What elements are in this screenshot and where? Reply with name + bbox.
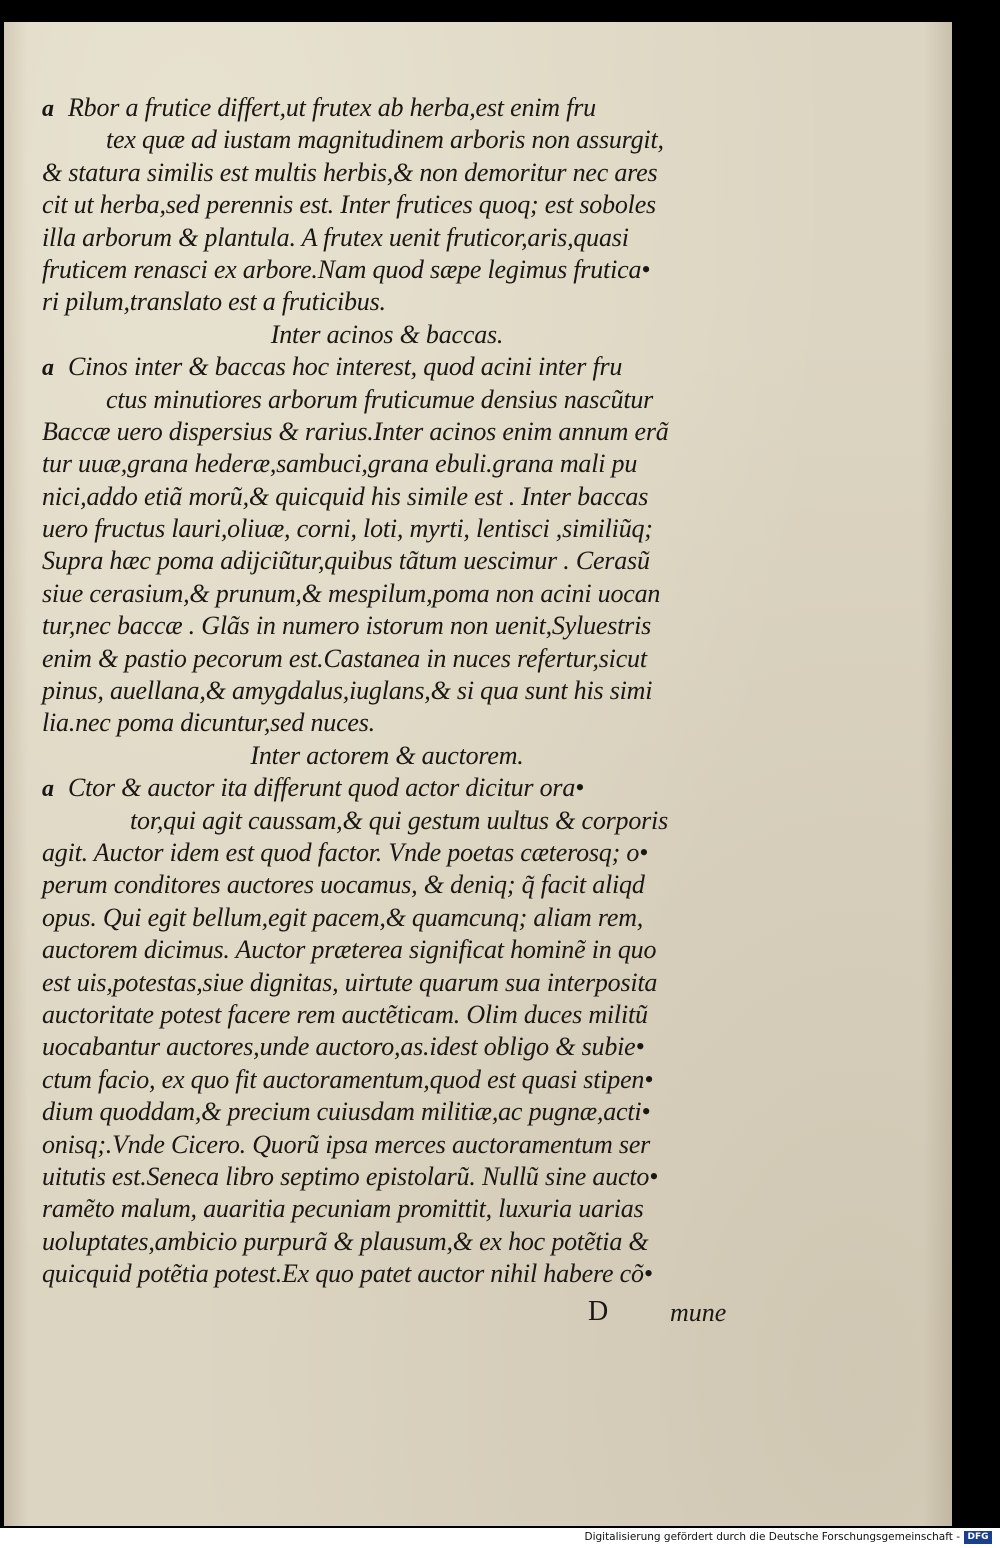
initial-guide-letter: a <box>42 355 54 382</box>
line-text: uitutis est.Seneca libro septimo epistolarũ. Nullũ sine aucto• <box>42 1161 659 1191</box>
page-footer <box>584 1296 744 1330</box>
text-line <box>42 513 732 545</box>
line-text: Inter acinos & baccas. <box>270 319 504 349</box>
dfg-logo-icon: DFG <box>964 1531 992 1544</box>
line-text: Baccæ uero dispersius & rarius.Inter acinos enim annum erã <box>42 416 669 446</box>
line-text: fruticem renasci ex arbore.Nam quod sæpe legimus frutica• <box>42 254 651 284</box>
text-line <box>42 416 732 448</box>
line-text: auctorem dicimus. Auctor præterea significat hominẽ in quo <box>42 935 657 965</box>
line-text: uero fructus lauri,oliuæ, corni, loti, myrti, lentisci ,similiũq; <box>42 514 653 544</box>
page-text <box>42 92 732 1290</box>
line-text: siue cerasium,& prunum,& mespilum,poma non acini uocan <box>42 578 661 608</box>
text-line <box>42 481 732 513</box>
text-line <box>42 1031 732 1063</box>
line-text: ramẽto malum, auaritia pecuniam promittit, luxuria uarias <box>42 1194 644 1224</box>
text-line <box>42 189 732 221</box>
line-text: Ctor & auctor ita differunt quod actor dicitur ora• <box>68 773 585 803</box>
text-line <box>42 448 732 480</box>
line-text: opus. Qui egit bellum,egit pacem,& quamcunq; aliam rem, <box>42 902 644 932</box>
text-line <box>42 869 732 901</box>
text-line <box>42 643 732 675</box>
text-line <box>42 1258 732 1290</box>
line-text: ri pilum,translato est a fruticibus. <box>42 287 386 317</box>
line-text: uocabantur auctores,unde auctoro,as.idest obligo & subie• <box>42 1032 645 1062</box>
text-line <box>42 124 732 156</box>
text-line <box>42 934 732 966</box>
text-line <box>42 610 732 642</box>
text-line <box>42 351 732 383</box>
text-line <box>42 1161 732 1193</box>
line-text: illa arborum & plantula. A frutex uenit fruticor,aris,quasi <box>42 222 629 252</box>
text-line <box>42 967 732 999</box>
text-line <box>42 286 732 318</box>
text-line <box>42 837 732 869</box>
text-line <box>42 772 732 804</box>
catchword: mune <box>670 1298 727 1327</box>
line-text: Inter actorem & auctorem. <box>250 740 524 770</box>
section-heading <box>42 740 732 772</box>
text-line <box>42 1064 732 1096</box>
text-line <box>42 578 732 610</box>
line-text: est uis,potestas,siue dignitas, uirtute quarum sua interposita <box>42 967 658 997</box>
text-line <box>42 1096 732 1128</box>
line-text: auctoritate potest facere rem auctẽticam. Olim duces militũ <box>42 999 648 1029</box>
text-line <box>42 902 732 934</box>
text-line <box>42 999 732 1031</box>
line-text: onisq;.Vnde Cicero. Quorũ ipsa merces auctoramentum ser <box>42 1129 651 1159</box>
line-text: dium quoddam,& precium cuiusdam militiæ,ac pugnæ,acti• <box>42 1097 651 1127</box>
line-text: ctum facio, ex quo fit auctoramentum,quod est quasi stipen• <box>42 1064 654 1094</box>
book-page <box>4 22 952 1526</box>
line-text: Supra hæc poma adijciũtur,quibus tãtum uescimur . Cerasũ <box>42 546 650 576</box>
text-line <box>42 707 732 739</box>
line-text: cit ut herba,sed perennis est. Inter frutices quoq; est soboles <box>42 190 656 220</box>
line-text: ctus minutiores arborum fruticumue densius nascũtur <box>106 384 654 414</box>
line-text: perum conditores auctores uocamus, & deniq; q̃ facit aliqd <box>42 870 645 900</box>
text-line <box>42 675 732 707</box>
text-line <box>42 545 732 577</box>
credit-bar <box>0 1528 1000 1548</box>
line-text: tur uuæ,grana hederæ,sambuci,grana ebuli.grana mali pu <box>42 449 638 479</box>
dfg-credit-text: Digitalisierung gefördert durch die Deutsche Forschungsgemeinschaft - <box>584 1531 960 1543</box>
line-text: lia.nec poma dicuntur,sed nuces. <box>42 708 375 738</box>
initial-guide-letter: a <box>42 776 54 803</box>
text-line <box>42 1193 732 1225</box>
line-text: agit. Auctor idem est quod factor. Vnde poetas cæterosq; o• <box>42 837 649 867</box>
text-line <box>42 254 732 286</box>
text-line <box>42 157 732 189</box>
line-text: & statura similis est multis herbis,& non demoritur nec ares <box>42 157 658 187</box>
text-line <box>42 92 732 124</box>
line-text: enim & pastio pecorum est.Castanea in nuces refertur,sicut <box>42 643 647 673</box>
initial-guide-letter: a <box>42 96 54 122</box>
signature-mark: D <box>588 1296 609 1327</box>
line-text: uoluptates,ambicio purpurã & plausum,& ex hoc potẽtia & <box>42 1226 649 1256</box>
text-line <box>42 1226 732 1258</box>
text-line <box>42 384 732 416</box>
line-text: tur,nec baccæ . Glãs in numero istorum non uenit,Syluestris <box>42 611 652 641</box>
line-text: Cinos inter & baccas hoc interest, quod acini inter fru <box>68 352 623 382</box>
text-line <box>42 1129 732 1161</box>
line-text: quicquid potẽtia potest.Ex quo patet auctor nihil habere cõ• <box>42 1259 653 1289</box>
section-heading <box>42 319 732 351</box>
line-text: tor,qui agit caussam,& qui gestum uultus & corporis <box>130 805 668 835</box>
text-line <box>42 805 732 837</box>
text-line <box>42 222 732 254</box>
line-text: tex quæ ad iustam magnitudinem arboris non assurgit, <box>106 125 664 155</box>
line-text: Rbor a frutice differt,ut frutex ab herba,est enim fru <box>68 93 596 122</box>
line-text: nici,addo etiã morũ,& quicquid his simile est . Inter baccas <box>42 481 649 511</box>
line-text: pinus, auellana,& amygdalus,iuglans,& si qua sunt his simi <box>42 676 653 706</box>
